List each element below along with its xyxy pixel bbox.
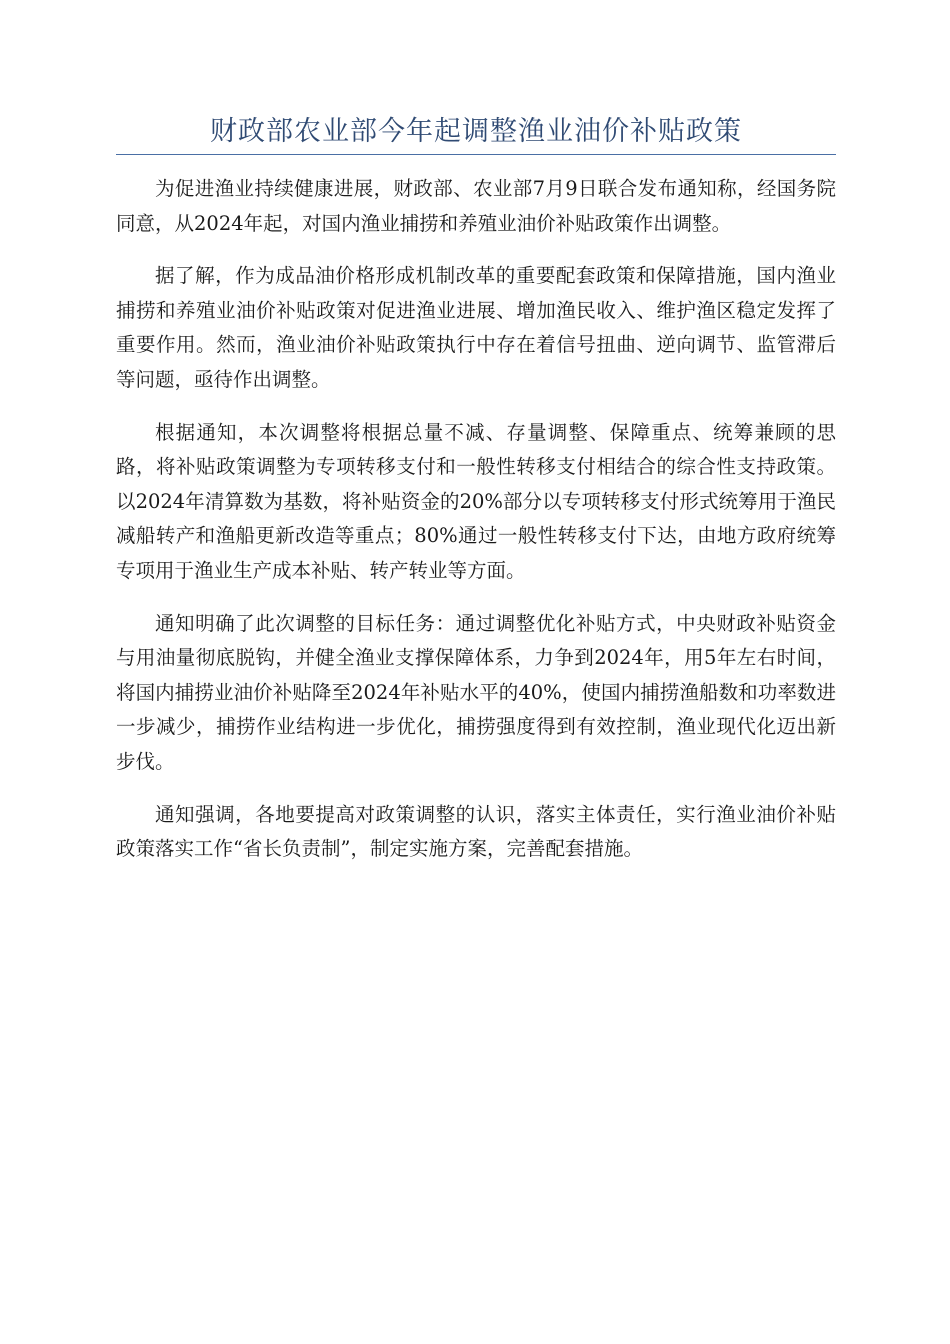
paragraph-1: 为促进渔业持续健康进展，财政部、农业部7月9日联合发布通知称，经国务院同意，从2024年起，对国内渔业捕捞和养殖业油价补贴政策作出调整。 [116,177,836,235]
paragraph-4: 通知明确了此次调整的目标任务：通过调整优化补贴方式，中央财政补贴资金与用油量彻底脱钩，并健全渔业支撑保障体系，力争到2024年，用5年左右时间，将国内捕捞业油价补贴降至2024年补贴水平的40%，使国内捕捞渔船数和功率数进一步减少，捕捞作业结构进一步优化，捕捞强度得到有效控制，渔业现代化迈出新步伐。 [116,611,836,773]
paragraph-5: 通知强调，各地要提高对政策调整的认识，落实主体责任，实行渔业油价补贴政策落实工作“省长负责制”，制定实施方案，完善配套措施。 [116,802,836,861]
document-title: 财政部农业部今年起调整渔业油价补贴政策 [210,116,742,147]
paragraph-2: 据了解，作为成品油价格形成机制改革的重要配套政策和保障措施，国内渔业捕捞和养殖业油价补贴政策对促进渔业进展、增加渔民收入、维护渔区稳定发挥了重要作用。然而，渔业油价补贴政策执行中存在着信号扭曲、逆向调节、监管滞后等问题，亟待作出调整。 [116,264,836,391]
paragraph-3: 根据通知，本次调整将根据总量不减、存量调整、保障重点、统筹兼顾的思路，将补贴政策调整为专项转移支付和一般性转移支付相结合的综合性支持政策。以2024年清算数为基数，将补贴资金的20%部分以专项转移支付形式统筹用于渔民减船转产和渔船更新改造等重点；80%通过一般性转移支付下达，由地方政府统筹专项用于渔业生产成本补贴、转产转业等方面。 [116,420,836,582]
title-underline [116,154,836,155]
document-body [116,172,836,885]
